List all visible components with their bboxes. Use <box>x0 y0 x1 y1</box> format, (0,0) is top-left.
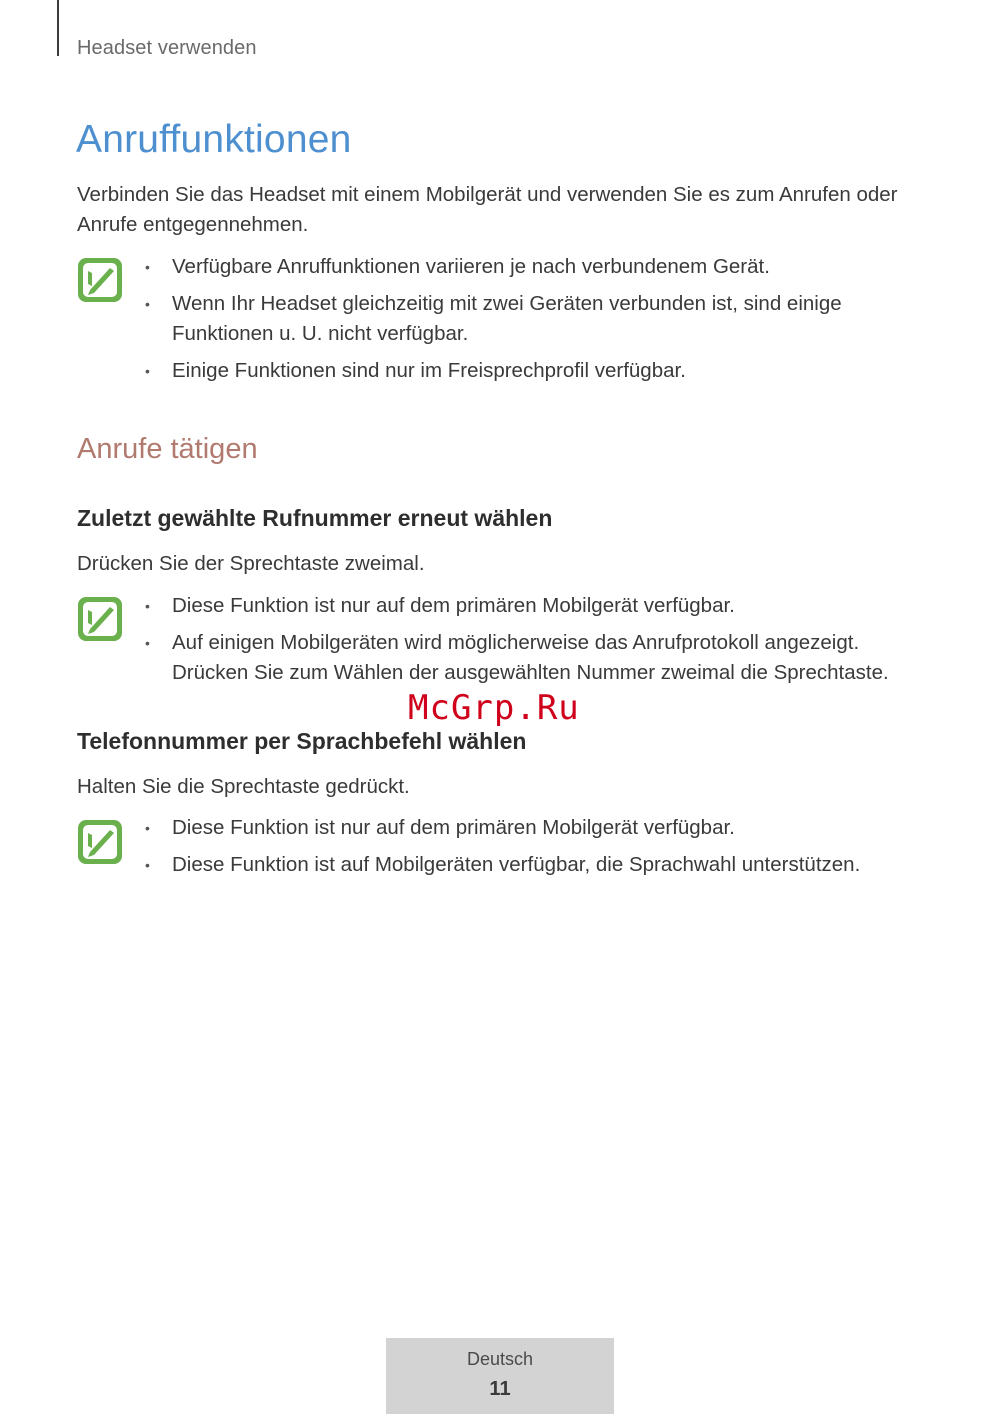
note-icon <box>76 256 124 304</box>
footer-page-box <box>386 1338 614 1414</box>
note-item: • Auf einigen Mobilgeräten wird möglicherweise das Anrufprotokoll angezeigt. Drücken Sie zum Wählen der ausgewählten Nummer zweimal die Sprechtaste. <box>145 628 925 688</box>
note-list-voice <box>145 813 925 887</box>
note-icon <box>76 595 124 643</box>
chapter-header: Headset verwenden <box>77 37 257 59</box>
intro-paragraph: Verbinden Sie das Headset mit einem Mobilgerät und verwenden Sie es zum Anrufen oder Anrufe entgegennehmen. <box>77 183 898 236</box>
note-item: • Diese Funktion ist auf Mobilgeräten verfügbar, die Sprachwahl unterstützen. <box>145 850 925 880</box>
page-number: 11 <box>489 1378 511 1400</box>
page-title: Anruffunktionen <box>76 118 352 161</box>
note-item: • Wenn Ihr Headset gleichzeitig mit zwei Geräten verbunden ist, sind einige Funktionen u. U. nicht verfügbar. <box>145 289 925 349</box>
header-rule <box>57 0 59 56</box>
watermark: McGrp.Ru <box>408 688 580 728</box>
note-item: • Einige Funktionen sind nur im Freisprechprofil verfügbar. <box>145 356 925 386</box>
subsection-title-redial: Zuletzt gewählte Rufnummer erneut wählen <box>77 505 553 531</box>
note-icon <box>76 818 124 866</box>
footer-language: Deutsch <box>466 1349 534 1369</box>
section-title: Anrufe tätigen <box>77 433 258 465</box>
subsection-title-voice: Telefonnummer per Sprachbefehl wählen <box>77 728 527 754</box>
note-item: • Diese Funktion ist nur auf dem primären Mobilgerät verfügbar. <box>145 591 925 621</box>
note-list-general <box>145 252 925 393</box>
note-list-redial <box>145 591 925 695</box>
voice-paragraph: Halten Sie die Sprechtaste gedrückt. <box>77 775 410 798</box>
redial-paragraph: Drücken Sie der Sprechtaste zweimal. <box>77 552 425 575</box>
note-item: • Diese Funktion ist nur auf dem primären Mobilgerät verfügbar. <box>145 813 925 843</box>
note-item: • Verfügbare Anruffunktionen variieren je nach verbundenem Gerät. <box>145 252 925 282</box>
